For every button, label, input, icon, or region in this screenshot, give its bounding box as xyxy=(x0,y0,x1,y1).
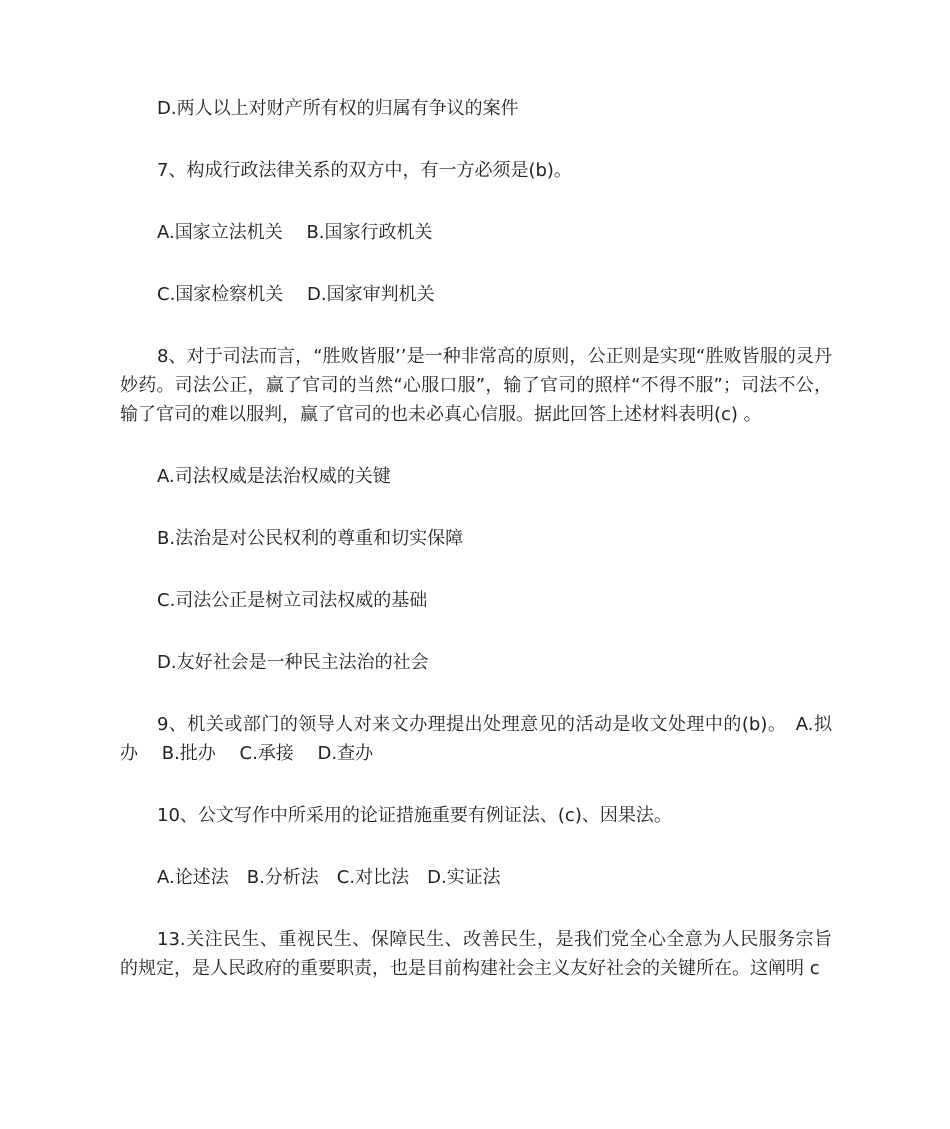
question-7-options-cd: C.国家检察机关 D.国家审判机关 xyxy=(157,284,435,305)
question-10: 10、公文写作中所采用的论证措施重要有例证法、(c)、因果法。 xyxy=(157,805,672,826)
option-d-property-dispute: D.两人以上对财产所有权的归属有争议的案件 xyxy=(157,98,519,119)
document-body xyxy=(120,94,832,1016)
question-8: 8、对于司法而言，“胜败皆服’’是一种非常高的原则，公正则是实现“胜败皆服的灵丹妙药。司法公正，赢了官司的当然“心服口服”，输了官司的照样“不得不服”；司法不公，输了官司的难以服判，赢了官司的也未必真心信服。据此回答上述材料表明(c) 。 xyxy=(120,346,832,425)
question-8-option-a: A.司法权威是法治权威的关键 xyxy=(157,466,391,487)
question-10-options: A.论述法 B.分析法 C.对比法 D.实证法 xyxy=(157,867,501,888)
question-13: 13.关注民生、重视民生、保障民生、改善民生，是我们党全心全意为人民服务宗旨的规定，是人民政府的重要职责，也是目前构建社会主义友好社会的关键所在。这阐明 c xyxy=(120,929,832,979)
question-9: 9、机关或部门的领导人对来文办理提出处理意见的活动是收文处理中的(b)。 A.拟办 B.批办 C.承接 D.查办 xyxy=(120,714,832,764)
question-8-option-c: C.司法公正是树立司法权威的基础 xyxy=(157,590,428,611)
question-8-option-b: B.法治是对公民权利的尊重和切实保障 xyxy=(157,528,464,549)
question-7-options-ab: A.国家立法机关 B.国家行政机关 xyxy=(157,222,433,243)
question-8-option-d: D.友好社会是一种民主法治的社会 xyxy=(157,652,429,673)
question-7: 7、构成行政法律关系的双方中，有一方必须是(b)。 xyxy=(157,160,572,181)
